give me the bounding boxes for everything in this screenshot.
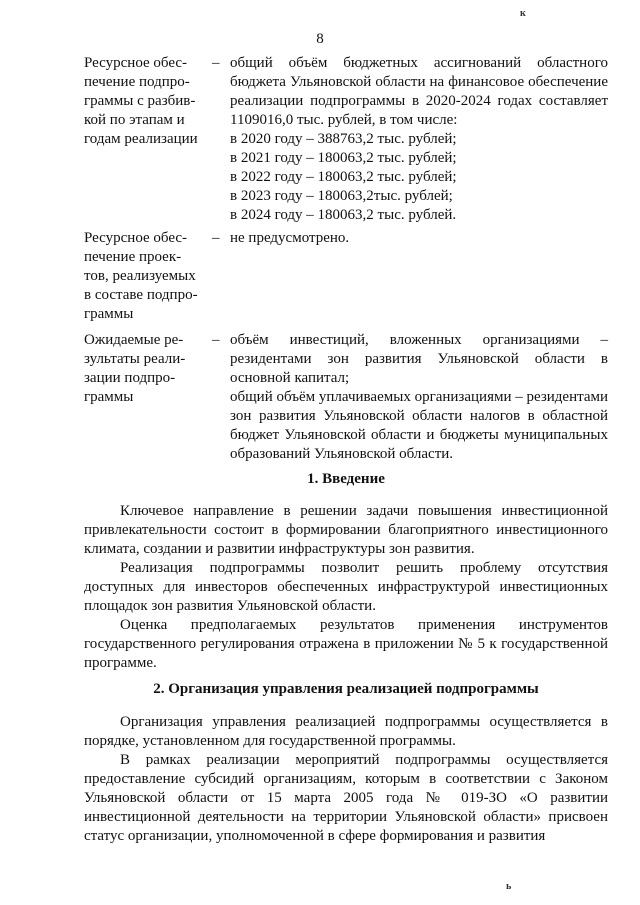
funding-year-line: в 2022 году – 180063,2 тыс. рублей; bbox=[230, 169, 457, 185]
row-dash: – bbox=[212, 230, 220, 246]
row-label: Ожидаемые ре- зультаты реали- зации подпро- граммы bbox=[84, 332, 186, 405]
paragraph: Ключевое направление в решении задачи повышения инвестиционной привлекательности состоит в формировании благоприятного инвестиционного климата, создании и развитии инфраструктуры зон развития. bbox=[84, 503, 608, 557]
paragraph: Организация управления реализацией подпрограммы осуществляется в порядке, установленном для государственной программы. bbox=[84, 714, 608, 749]
funding-year-line: в 2023 году – 180063,2тыс. рублей; bbox=[230, 188, 453, 204]
paragraph: Реализация подпрограммы позволит решить проблему отсутствия доступных для инвесторов обеспеченных инфраструктурой инвестиционных площадок зон развития Ульяновской области. bbox=[84, 560, 608, 614]
row-content bbox=[230, 54, 608, 225]
funding-year-line: в 2024 году – 180063,2 тыс. рублей. bbox=[230, 207, 457, 223]
scan-mark-bottom: ь bbox=[506, 881, 512, 892]
funding-year-line: в 2021 году – 180063,2 тыс. рублей; bbox=[230, 150, 457, 166]
row-dash: – bbox=[212, 332, 220, 348]
row-label: Ресурсное обес- печение подпро- граммы с разбив- кой по этапам и годам реализации bbox=[84, 55, 198, 147]
section-heading-introduction: 1. Введение bbox=[307, 471, 385, 487]
section-heading-management: 2. Организация управления реализацией подпрограммы bbox=[153, 681, 539, 697]
row-content bbox=[230, 229, 608, 248]
row-content bbox=[230, 331, 608, 464]
results-item: общий объём уплачиваемых организациями – резидентами зон развития Ульяновской области налогов в областной бюджет Ульяновской области и бюджеты муниципальных образований Ульяновской области. bbox=[230, 389, 609, 462]
row-label: Ресурсное обес- печение проек- тов, реализуемых в составе подпро- граммы bbox=[84, 230, 198, 322]
projects-text: не предусмотрено. bbox=[230, 230, 350, 246]
funding-intro: общий объём бюджетных ассигнований областного бюджета Ульяновской области на финансовое обеспечение реализации подпрограммы в 2020-2024 годах составляет 1109016,0 тыс. рублей, в том числе: bbox=[230, 55, 608, 128]
row-dash: – bbox=[212, 55, 220, 71]
results-item: объём инвестиций, вложенных организациями – резидентами зон развития Ульяновской области в основной капитал; bbox=[230, 332, 608, 386]
paragraph: Оценка предполагаемых результатов применения инструментов государственного регулирования отражена в приложении № 5 к государственной программе. bbox=[84, 617, 608, 671]
page-number: 8 bbox=[316, 31, 324, 47]
funding-year-line: в 2020 году – 388763,2 тыс. рублей; bbox=[230, 131, 457, 147]
scan-mark-top: к bbox=[520, 8, 526, 19]
paragraph: В рамках реализации мероприятий подпрограммы осуществляется предоставление субсидий организациям, которым в соответствии с Законом Ульяновской области от 15 марта 2005 года № 019-ЗО «О развитии инвестиционной деятельности на территории Ульяновской области» присвоен статус организации, уполномоченной в сфере формирования и развития bbox=[84, 752, 608, 844]
